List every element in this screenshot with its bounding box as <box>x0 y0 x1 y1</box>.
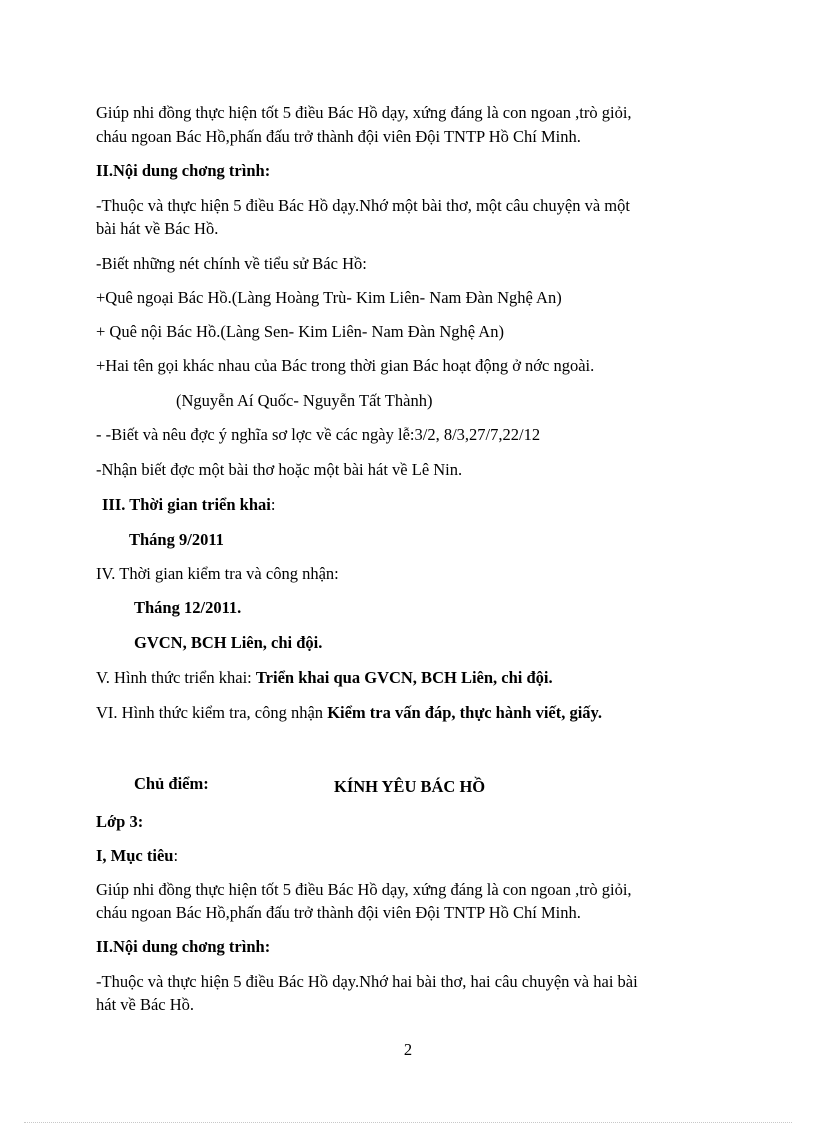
content2-item-1a: -Thuộc và thực hiện 5 điều Bác Hồ dạy.Nhớ hai bài thơ, hai câu chuyện và hai bài <box>96 972 638 991</box>
content-item-3: +Quê ngoại Bác Hồ.(Làng Hoàng Trù- Kim Liên- Nam Đàn Nghệ An) <box>96 288 562 307</box>
time-heading-colon: : <box>270 495 276 514</box>
theme-title: KÍNH YÊU BÁC HỒ <box>334 777 486 796</box>
goal-heading <box>96 846 178 866</box>
content2-heading: II.Nội dung chơng trình: <box>96 937 271 956</box>
time-heading-label: III. Thời gian triển khai <box>102 495 271 514</box>
check-method-label: VI. Hình thức kiểm tra, công nhận <box>96 703 328 722</box>
goal-heading-colon: : <box>173 846 179 865</box>
theme-label: Chủ điểm: <box>134 774 209 793</box>
content-item-1b: bài hát về Bác Hồ. <box>96 219 219 238</box>
content-item-2: -Biết những nét chính về tiểu sử Bác Hồ: <box>96 254 367 273</box>
method-line <box>96 668 553 688</box>
content-item-5: +Hai tên gọi khác nhau của Bác trong thời gian Bác hoạt động ở nớc ngoài. <box>96 356 595 375</box>
goal-line-2: cháu ngoan Bác Hồ,phấn đấu trở thành đội viên Đội TNTP Hồ Chí Minh. <box>96 127 581 146</box>
time-heading <box>102 495 275 515</box>
check-method-value: Kiểm tra vấn đáp, thực hành viết, giấy. <box>327 703 603 722</box>
method-label: V. Hình thức triển khai: <box>96 668 256 687</box>
content-item-4: + Quê nội Bác Hồ.(Làng Sen- Kim Liên- Nam Đàn Nghệ An) <box>96 322 504 341</box>
content-item-6: (Nguyễn Aí Quốc- Nguyễn Tất Thành) <box>176 391 433 410</box>
time-month-1: Tháng 9/2011 <box>129 530 224 549</box>
content2-item-1b: hát về Bác Hồ. <box>96 995 195 1014</box>
check-method-line <box>96 703 602 723</box>
goal2-line-1: Giúp nhi đồng thực hiện tốt 5 điều Bác Hồ dạy, xứng đáng là con ngoan ,trò giỏi, <box>96 880 632 899</box>
content-item-7: - -Biết và nêu đợc ý nghĩa sơ lợc về các ngày lễ:3/2, 8/3,27/7,22/12 <box>96 425 541 444</box>
check-responsible: GVCN, BCH Liên, chi đội. <box>134 633 323 652</box>
content-heading: II.Nội dung chơng trình: <box>96 161 271 180</box>
goal-line-1: Giúp nhi đồng thực hiện tốt 5 điều Bác Hồ dạy, xứng đáng là con ngoan ,trò giỏi, <box>96 103 632 122</box>
content-item-8: -Nhận biết đợc một bài thơ hoặc một bài hát về Lê Nin. <box>96 460 463 479</box>
check-month: Tháng 12/2011. <box>134 598 242 617</box>
content-item-1a: -Thuộc và thực hiện 5 điều Bác Hồ dạy.Nhớ một bài thơ, một câu chuyện và một <box>96 196 630 215</box>
method-value: Triển khai qua GVCN, BCH Liên, chi đội. <box>255 668 553 687</box>
goal2-line-2: cháu ngoan Bác Hồ,phấn đấu trở thành đội viên Đội TNTP Hồ Chí Minh. <box>96 903 581 922</box>
class-label: Lớp 3: <box>96 812 144 831</box>
check-heading: IV. Thời gian kiểm tra và công nhận: <box>96 564 339 583</box>
goal-heading-label: I, Mục tiêu <box>96 846 174 865</box>
page-number: 2 <box>403 1040 413 1059</box>
